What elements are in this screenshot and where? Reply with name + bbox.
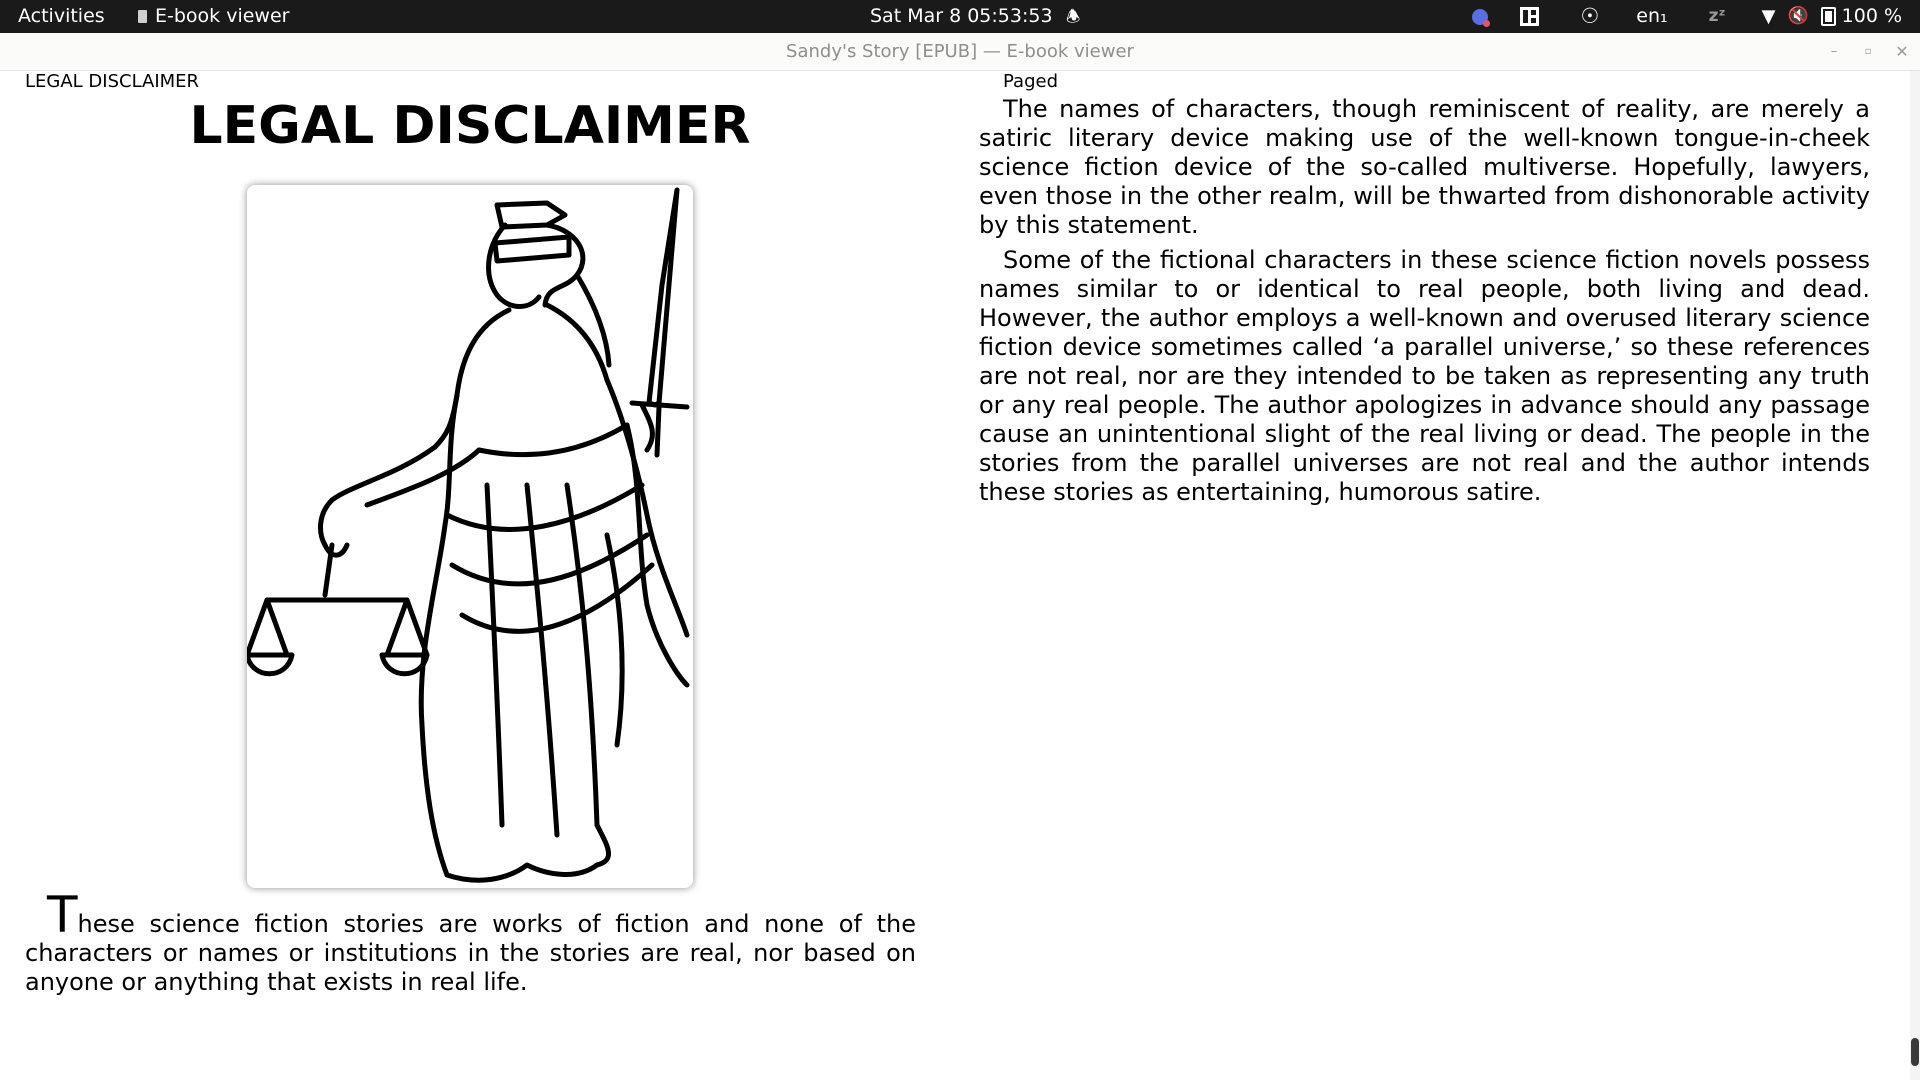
minimize-button[interactable]: – <box>1830 44 1838 59</box>
fold-3 <box>567 485 597 825</box>
paragraph-fictional-characters: Some of the fictional characters in these science fiction novels possess names similar to or identical to real people, both living and dead. However, the author employs a well-known and overused literary science fiction device sometimes called ‘a parallel universe,’ so these references are not real, nor are they intended to be taken as representing any truth or any real people. The author apologizes in advance should any passage cause an unintentional slight of the real living or dead. The people in the stories from the parallel universes are not real and the author intends these stories as entertaining, humorous satire. <box>979 246 1870 506</box>
left-pan <box>247 655 292 674</box>
wifi-icon[interactable]: ▼ <box>1761 6 1776 27</box>
paragraph-names-of-characters: The names of characters, though reminiscent of reality, are merely a satiric literary device making use of the well-known tongue-in-cheek science fiction device of the so-called multiverse. Hopefully, lawyers, even those in the other realm, will be thwarted from dishonorable activity by this statement. <box>979 95 1870 239</box>
intro-paragraph <box>25 886 916 997</box>
right-hand <box>642 405 652 450</box>
left-shoulder <box>435 310 509 447</box>
input-language-indicator[interactable]: en₁ <box>1636 5 1668 27</box>
app-menu-button[interactable] <box>138 0 289 33</box>
scrollbar-thumb[interactable] <box>1911 1038 1919 1066</box>
window-title: Sandy's Story [EPUB] — E-book viewer <box>786 41 1134 62</box>
fold-4 <box>607 535 622 745</box>
system-top-bar <box>0 0 1920 33</box>
scale-chains <box>247 600 427 655</box>
close-button[interactable]: ✕ <box>1895 42 1909 61</box>
fold-1 <box>487 485 502 825</box>
bluetooth-icon[interactable] <box>1472 9 1488 25</box>
intro-paragraph-text: hese science fiction stories are works of fiction and none of the characters or names or institutions in the stories are real, nor based on anyone or anything that exists in real life. <box>25 910 916 996</box>
window-title-bar[interactable] <box>0 33 1920 71</box>
drop-cap: T <box>47 886 78 944</box>
activities-button[interactable]: Activities <box>18 5 105 27</box>
ebook-viewer-icon <box>138 10 147 23</box>
lady-justice-drawing <box>247 185 693 888</box>
sleep-icon[interactable]: zᶻ <box>1708 6 1726 26</box>
right-column <box>979 95 1870 513</box>
chapter-title: LEGAL DISCLAIMER <box>189 96 751 156</box>
running-header-chapter: LEGAL DISCLAIMER <box>25 71 200 92</box>
hem <box>597 825 609 865</box>
vertical-scrollbar[interactable] <box>1910 71 1920 1080</box>
system-status-area[interactable] <box>1472 0 1902 33</box>
battery-icon[interactable] <box>1821 7 1836 26</box>
left-arm <box>321 447 435 545</box>
blindfold <box>495 237 569 261</box>
waist <box>479 425 627 455</box>
bell-icon[interactable]: 🕭 <box>1066 7 1081 26</box>
face <box>489 225 539 307</box>
drape-1 <box>447 485 642 529</box>
accessibility-icon[interactable]: ☉ <box>1580 4 1600 28</box>
running-header-mode: Paged <box>1003 71 1059 92</box>
drape-2 <box>452 535 647 584</box>
book-page[interactable] <box>0 71 1910 1080</box>
robe-left <box>421 395 457 875</box>
volume-muted-icon[interactable]: 🔇 <box>1787 6 1809 26</box>
clock-button[interactable]: Sat Mar 8 05:53:53 <box>870 5 1053 27</box>
app-menu-label: E-book viewer <box>155 5 290 27</box>
fold-2 <box>527 485 557 835</box>
crown <box>497 203 565 227</box>
sword-blade <box>649 190 677 405</box>
feet <box>447 865 597 880</box>
battery-percent: 100 % <box>1841 5 1902 27</box>
lady-justice-illustration <box>247 185 693 888</box>
scale-stem <box>325 545 332 595</box>
sword-hilt <box>657 407 659 455</box>
maximize-button[interactable]: ▫ <box>1864 46 1872 57</box>
layout-icon[interactable] <box>1520 7 1539 26</box>
